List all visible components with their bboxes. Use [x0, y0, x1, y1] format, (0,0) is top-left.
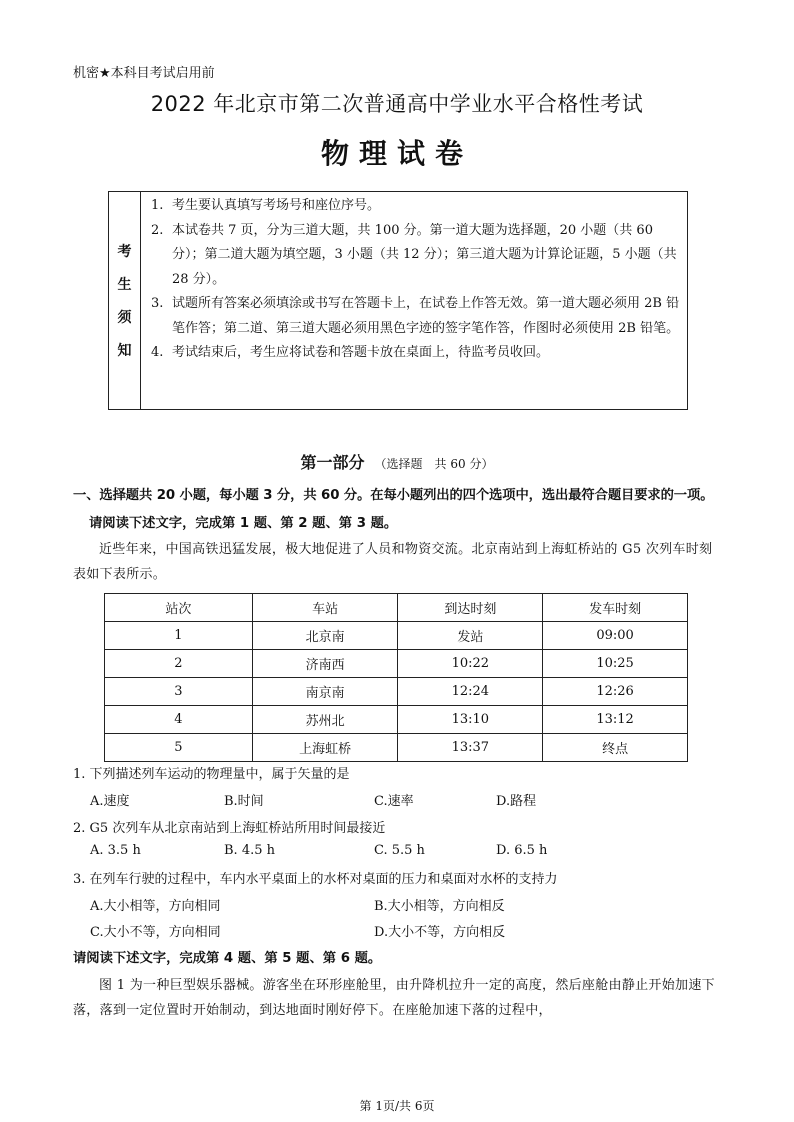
notice-label-char: 考	[117, 244, 132, 260]
option-a: A. 3.5 h	[90, 843, 141, 858]
reading-prompt: 请阅读下述文字，完成第 4 题、第 5 题、第 6 题。	[73, 951, 382, 966]
table-cell: 13:37	[398, 734, 543, 762]
table-cell: 终点	[543, 734, 688, 762]
train-timetable	[104, 593, 688, 762]
question-stem: 2. G5 次列车从北京南站到上海虹桥站所用时间最接近	[73, 821, 386, 836]
table-row	[105, 734, 688, 762]
table-row	[105, 706, 688, 734]
table-row	[105, 678, 688, 706]
table-cell: 10:25	[543, 650, 688, 678]
notice-item	[151, 194, 681, 219]
section-instructions: 一、选择题共 20 小题，每小题 3 分，共 60 分。在每小题列出的四个选项中，选出最符合题目要求的一项。	[73, 488, 714, 503]
reading-passage: 近些年来，中国高铁迅猛发展，极大地促进了人员和物资交流。北京南站到上海虹桥站的 G5 次列车时刻表如下表所示。	[73, 542, 713, 582]
option-d: D.路程	[496, 794, 537, 809]
option-d: D.大小不等，方向相反	[374, 925, 506, 940]
confidential-label: 机密★本科目考试启用前	[73, 66, 215, 81]
table-cell: 苏州北	[252, 706, 398, 734]
option-b: B.大小相等，方向相反	[374, 899, 505, 914]
exam-title: 2022 年北京市第二次普通高中学业水平合格性考试	[150, 92, 644, 116]
notice-item-text: 考生要认真填写考场号和座位序号。	[172, 198, 381, 213]
notice-item	[151, 341, 681, 366]
part-heading	[0, 450, 794, 473]
column-header: 车站	[252, 594, 398, 622]
page-number: 第 1页/共 6页	[359, 1099, 435, 1113]
table-row	[105, 622, 688, 650]
table-cell: 济南西	[252, 650, 398, 678]
column-header: 站次	[105, 594, 253, 622]
notice-item-number: 1.	[151, 198, 164, 213]
notice-item	[151, 292, 681, 341]
option-b: B.时间	[224, 794, 264, 809]
part-note: （选择题 共 60 分）	[374, 457, 494, 471]
notice-item	[151, 219, 681, 293]
part-title: 第一部分	[300, 453, 365, 472]
table-header-row	[105, 594, 688, 622]
table-cell: 12:26	[543, 678, 688, 706]
notice-item-text: 试题所有答案必须填涂或书写在答题卡上，在试卷上作答无效。第一道大题必须用 2B 铅笔作答；第二道、第三道大题必须用黑色字迹的签字笔作答，作图时必须使用 2B 铅笔。	[172, 296, 680, 336]
notice-label-char: 知	[117, 343, 132, 359]
table-cell: 13:12	[543, 706, 688, 734]
notice-items	[141, 192, 687, 409]
notice-item-number: 2.	[151, 222, 164, 238]
column-header: 到达时刻	[398, 594, 543, 622]
table-cell: 2	[105, 650, 253, 678]
option-a: A.速度	[90, 794, 130, 809]
table-cell: 北京南	[252, 622, 398, 650]
table-cell: 09:00	[543, 622, 688, 650]
option-a: A.大小相等，方向相同	[90, 899, 221, 914]
candidate-notice-box	[108, 191, 688, 410]
column-header: 发车时刻	[543, 594, 688, 622]
reading-prompt: 请阅读下述文字，完成第 1 题、第 2 题、第 3 题。	[89, 516, 398, 531]
question-stem: 3. 在列车行驶的过程中，车内水平桌面上的水杯对桌面的压力和桌面对水杯的支持力	[73, 872, 558, 887]
table-row	[105, 650, 688, 678]
table-cell: 12:24	[398, 678, 543, 706]
option-c: C.速率	[374, 794, 414, 809]
option-d: D. 6.5 h	[496, 843, 548, 858]
option-c: C. 5.5 h	[374, 843, 425, 858]
question-stem: 1. 下列描述列车运动的物理量中，属于矢量的是	[73, 767, 350, 782]
notice-item-text: 考试结束后，考生应将试卷和答题卡放在桌面上，待监考员收回。	[172, 345, 550, 360]
table-cell: 4	[105, 706, 253, 734]
paper-subtitle: 物理试卷	[320, 137, 473, 170]
reading-passage: 图 1 为一种巨型娱乐器械。游客坐在环形座舱里，由升降机拉升一定的高度，然后座舱由静止开始加速下落，落到一定位置时开始制动，到达地面时刚好停下。在座舱加速下落的过程中，	[73, 978, 715, 1018]
notice-label-char: 生	[117, 277, 132, 293]
option-b: B. 4.5 h	[224, 843, 275, 858]
option-c: C.大小不等，方向相同	[90, 925, 221, 940]
table-cell: 发站	[398, 622, 543, 650]
table-cell: 上海虹桥	[252, 734, 398, 762]
notice-item-number: 4.	[151, 345, 164, 360]
table-cell: 1	[105, 622, 253, 650]
notice-label	[109, 192, 141, 409]
table-cell: 3	[105, 678, 253, 706]
notice-label-char: 须	[117, 310, 132, 326]
notice-item-number: 3.	[151, 296, 164, 311]
table-cell: 南京南	[252, 678, 398, 706]
table-cell: 10:22	[398, 650, 543, 678]
table-cell: 13:10	[398, 706, 543, 734]
notice-item-text: 本试卷共 7 页，分为三道大题，共 100 分。第一道大题为选择题，20 小题（共 60 分）；第二道大题为填空题，3 小题（共 12 分）；第三道大题为计算论证题，5 小题（共 28 分）。	[172, 222, 677, 287]
table-cell: 5	[105, 734, 253, 762]
